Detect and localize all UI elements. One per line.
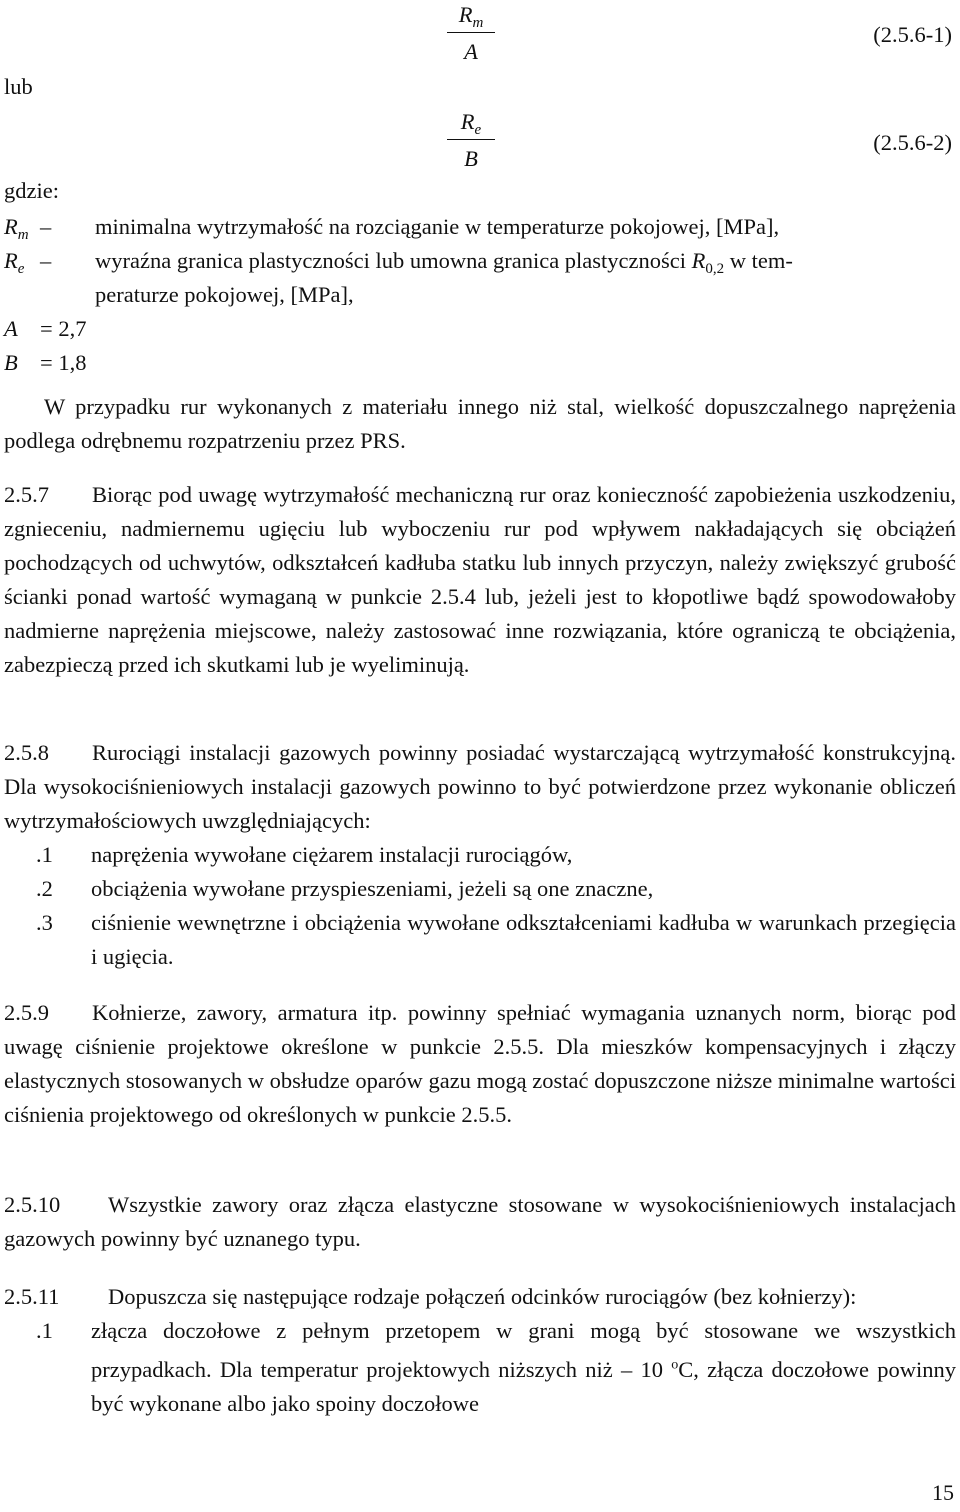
definition-text: wyraźna granica plastyczności lub umowna granica plastyczności $R_{0,2}$ w tem- [95, 248, 793, 277]
section-text: Kołnierze, zawory, armatura itp. powinny spełniać wymagania uznanych norm, biorąc pod uwagę ciśnienie projektowe określone w punkcie 2.5.5. Dla mieszków kompensacyjnych i złączy elastycznych stosowanych w obsłudze oparów gazu mogą zostać dopuszczone niższe minimalne wartości ciśnienia projektowego od określonych w punkcie 2.5.5. [4, 1000, 956, 1127]
section-2-5-10 [4, 1188, 956, 1256]
section-number: 2.5.9 [4, 1000, 49, 1025]
definition-value: = 2,7 [40, 316, 87, 341]
page-number: 15 [932, 1480, 954, 1505]
definition-rm [4, 210, 956, 244]
list-item [4, 838, 956, 872]
section-number: 2.5.7 [4, 482, 49, 507]
list-item-text: obciążenia wywołane przyspieszeniami, jeżeli są one znaczne, [91, 876, 654, 901]
section-text: Dopuszcza się następujące rodzaje połączeń odcinków rurociągów (bez kołnierzy): [108, 1284, 857, 1309]
list-item-text: złącza doczołowe z pełnym przetopem w grani mogą być stosowane we wszystkich przypadkach. Dla temperatur projektowych niższych niż – 10 $^o$C, złącza doczołowe powinny być wykonane albo jako spoiny doczołowe [91, 1318, 957, 1416]
definition-text: peraturze pokojowej, [MPa], [95, 282, 354, 307]
list-item-text: naprężenia wywołane ciężarem instalacji rurociągów, [91, 842, 573, 867]
formula-1 [447, 0, 495, 67]
gdzie-label: gdzie: [4, 178, 59, 203]
section-2-5-9 [4, 996, 956, 1132]
definition-a [4, 312, 956, 346]
definition-re [4, 244, 956, 278]
section-text: Wszystkie zawory oraz złącza elastyczne stosowane w wysokociśnieniowych instalacjach gazowych powinny być uznanego typu. [4, 1192, 956, 1251]
formula-2-numerator: $R_e$ [460, 109, 482, 138]
section-2-5-8 [4, 736, 956, 974]
definition-symbol: A [4, 316, 18, 341]
section-paragraph [4, 736, 956, 838]
section-2-5-11 [4, 1280, 956, 1421]
list-item-label: .3 [36, 910, 53, 935]
definition-symbol: $R_m$ [4, 214, 29, 243]
list-item [4, 1314, 956, 1421]
section-2-5-7 [4, 478, 956, 682]
section-text: Rurociągi instalacji gazowych powinny posiadać wystarczającą wytrzymałość konstrukcyjną. Dla wysokociśnieniowych instalacji gazowych powinno to być potwierdzone przez wykonanie obliczeń wytrzymałościowych uwzględniających: [4, 740, 956, 833]
definition-re-continued [4, 278, 956, 312]
paragraph-text: W przypadku rur wykonanych z materiału innego niż stal, wielkość dopuszczalnego naprężenia podlega odrębnemu rozpatrzeniu przez PRS. [4, 394, 956, 453]
section-text: Biorąc pod uwagę wytrzymałość mechaniczną rur oraz konieczność zapobieżenia uszkodzeniu, zgnieceniu, nadmiernemu ugięciu lub wyboczeniu rur pod wpływem nakładających się obciążeń pochodzących od uchwytów, odkształceń kadłuba statku lub innych przyczyn, należy zwiększyć grubość ścianki ponad wartość wymaganą w punkcie 2.5.4 lub, jeżeli jest to kłopotliwe bądź spowodowałoby nadmierne naprężenia miejscowe, należy zastosować inne rozwiązania, które ograniczą te obciążenia, zabezpieczą przed ich skutkami lub je wyeliminują. [4, 482, 956, 677]
formula-1-numerator: $R_m$ [458, 2, 484, 31]
list-item-label: .1 [36, 842, 53, 867]
formula-2-denominator: B [464, 146, 478, 171]
definitions-list [4, 210, 956, 380]
definition-dash: – [40, 214, 52, 239]
fraction-bar [447, 32, 495, 33]
definition-value: = 1,8 [40, 350, 87, 375]
definition-b [4, 346, 956, 380]
list-item [4, 906, 956, 974]
section-paragraph [4, 1188, 956, 1256]
list-item [4, 872, 956, 906]
list-item-label: .1 [36, 1318, 53, 1343]
section-paragraph [4, 478, 956, 682]
definition-symbol: B [4, 350, 18, 375]
formula-1-denominator: A [464, 39, 478, 64]
fraction-bar [447, 139, 495, 140]
section-number: 2.5.11 [4, 1284, 60, 1309]
definition-symbol: $R_e$ [4, 248, 25, 277]
formula-2 [447, 107, 495, 174]
section-paragraph [4, 996, 956, 1132]
section-number: 2.5.8 [4, 740, 49, 765]
formula-2-ref: (2.5.6-2) [873, 130, 952, 155]
paragraph-materials [4, 390, 956, 458]
section-number: 2.5.10 [4, 1192, 61, 1217]
lub-label: lub [4, 74, 33, 99]
section-paragraph [4, 1280, 956, 1314]
definition-text: minimalna wytrzymałość na rozciąganie w temperaturze pokojowej, [MPa], [95, 214, 780, 239]
list-item-text: ciśnienie wewnętrzne i obciążenia wywołane odkształceniami kadłuba w warunkach przegięcia i ugięcia. [91, 910, 956, 969]
formula-1-ref: (2.5.6-1) [873, 22, 952, 47]
definition-dash: – [40, 248, 52, 273]
list-item-label: .2 [36, 876, 53, 901]
